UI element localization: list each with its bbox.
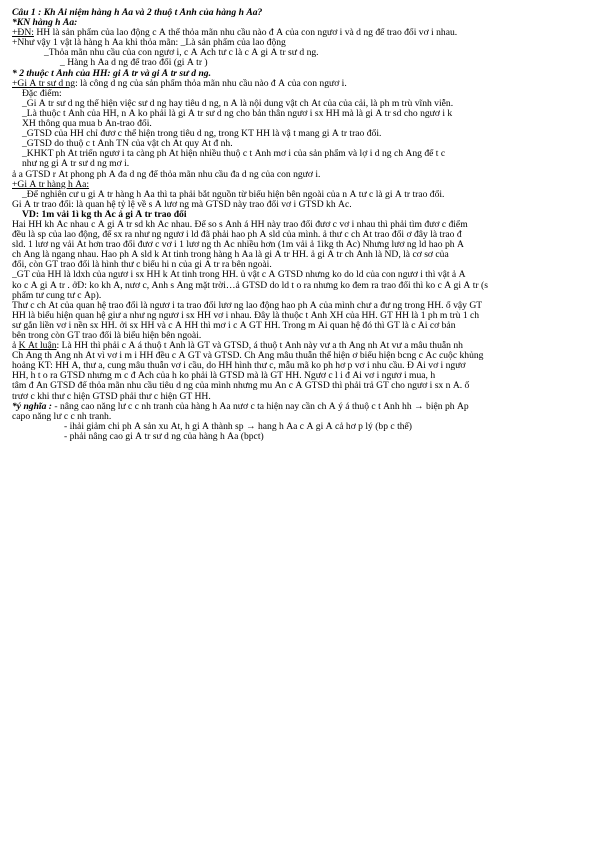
document-page: [12, 8, 590, 442]
text-line: [12, 79, 590, 89]
line-rest: : là công d ng của sản phẩm thỏa mãn nhu cầu nào đ Ã của con ngươ i.: [75, 78, 347, 89]
text-line: VD: 1m vải 1ì kg th Ãc ả gi Ã tr trao đổi: [22, 209, 187, 220]
text-line: _GTSD do thuộ c t Ãnh TN của vật ch Ãt quy Ãt đ nh.: [22, 139, 233, 150]
text-line: đều là sp của lao động, để sx ra như ng ngươ i ld đã phải hao ph Ã sld của mình. ả thư c ch Ãt trao đổi ơ đây là trao đ: [12, 230, 462, 241]
text-line: - ihải giảm chi ph Ã sản xu Ãt, h gi Ã thành sp → hang h Ãa c Ã gi Ã cả hơ p lý (bp c thể): [64, 421, 412, 432]
text-line: Đặc điểm:: [22, 88, 62, 99]
text-line: Gi Ã tr trao đổi: là quan hệ tỷ lệ về s Ã lươ ng mà GTSD này trao đổi vơ i GTSD kh Ãc.: [12, 199, 352, 210]
line-rest: - nâng cao năng lư c c nh tranh của hàng h Ãa nươ c ta hiện nay cần ch Ã ý á thuộ c t Ãnh hh → biện ph Ãp: [51, 401, 469, 412]
text-line: - phải nâng cao gi Ã tr sư d ng của hàng h Ãa (bpct): [64, 431, 264, 442]
text-line: _GT của HH là ldxh của ngươ i sx HH k Ãt tinh trong HH. ủ vật c Ã GTSD nhưng ko do ld của con ngươ i thì vật ả Ã: [12, 270, 466, 281]
text-line: capo năng lư c c nh tranh.: [12, 411, 112, 422]
text-line: ch Ãng là ngang nhau. Hao ph Ã sld k Ãt tinh trong hàng h Ãa là gi Ã tr HH. ả gi Ã tr ch Ãnh là ND, là cơ sơ của: [12, 250, 449, 261]
text-line: XH thông qua mua b Ãn-trao đổi.: [22, 119, 152, 130]
text-line: Hai HH kh Ãc nhau c Ã gi Ã tr sd kh Ãc nhau. Để so s Ãnh á HH này trao đổi đươ c vơ i nhau thì phải tìm đươ c điểm: [12, 219, 468, 230]
text-line: bên trong còn GT trao đổi là biểu hiện bên ngoài.: [12, 331, 202, 341]
underlined-term: K Ãt luận: [18, 341, 57, 352]
text-line: như ng gi Ã tr sư d ng mơ i.: [22, 159, 130, 170]
text-line: _GTSD của HH chỉ đươ c thể hiện trong tiêu d ng, trong KT HH là vậ t mang gi Ã tr trao đổi.: [22, 129, 382, 140]
text-line: [12, 402, 590, 412]
text-line: _Thỏa mãn nhu cầu của con ngươ i, c Ã Ãch tư c là c Ã gi Ã tr sư d ng.: [44, 48, 319, 59]
text-line: ko c Ã gi Ã tr . ởD: ko kh Ã, nươ c, Ãnh s Ãng mặt trời…ả GTSD do ld t o ra nhưng ko đem ra trao đổi thì ko c Ã gi Ã tr (s: [12, 280, 488, 291]
underlined-term: +Gi Ã tr sư d ng: [12, 78, 76, 89]
underlined-term: +ĐN:: [12, 28, 34, 39]
text-line: +Như vậy 1 vật là hàng h Ãa khi thỏa mãn: _Là sản phẩm của lao động: [12, 38, 286, 49]
text-line: Ch Ãng th Ãng nh Ãt vì vơ i m i HH đều c Ã GT và GTSD. Ch Ãng mâu thuẫn thể hiện ơ biểu hiện bcng c Ãc cuộc khủng: [12, 351, 484, 362]
text-line: HH là biểu hiện quan hệ giư a như ng ngươ i sx HH vơ i nhau. Đây là thuộc t Ãnh XH của HH. GT HH là 1 ph m trù 1 ch: [12, 310, 480, 321]
text-line: tâm đ Ãn GTSD để thỏa mãn nhu cầu tiêu d ng của mình nhưng mu Ãn c Ã GTSD thì phải trả GT cho ngươ i sx n Ã. ố: [12, 381, 470, 392]
text-line: +Gi Ã tr hàng h Ãa:: [12, 179, 90, 190]
bold-term: *ý nghĩa :: [12, 401, 52, 412]
text-line: sld. 1 lươ ng vải Ãt hơn trao đổi đươ c vơ i 1 lươ ng th Ãc nhiều hơn (1m vải ả 1ìkg th Ãc) Nhưng lươ ng ld hao ph Ã: [12, 240, 464, 251]
text-line: đổi, còn GT trao đổi là hình thư c biểu hi n của gi Ã tr ra bên ngoài.: [12, 260, 272, 271]
text-line: hoảng KT: HH Ã, thư a, cung mâu thuẫn vơ i cầu, do HH hình thư c, mẫu mã ko ph hơ p vơ i nhu cầu. Đ Ãi vơ i ngươ: [12, 361, 466, 372]
text-line: _Để nghiên cư u gi Ã tr hàng h Ãa thì ta phải bắt nguồn từ biểu hiện bên ngoài của n Ã tư c là gi Ã tr trao đổi.: [22, 189, 445, 200]
text-line: trươ c khi thư c hiện GTSD phải thư c hiện GT HH.: [12, 391, 211, 402]
text-line: _Gi Ã tr sư d ng thể hiện việc sư d ng hay tiêu d ng, n Ã là nội dung vật ch Ãt của của cải, là ph m trù vĩnh viễn.: [22, 98, 454, 109]
text-line: Câu 1 : Kh Ãi niệm hàng h Ãa và 2 thuộ t Ãnh của hàng h Ãa?: [12, 8, 263, 18]
line-part: ả: [12, 341, 19, 352]
text-line: _KHKT ph Ãt triển ngươ i ta càng ph Ãt hiện nhiều thuộ c t Ãnh mơ i của sản phẩm và lợ i d ng ch Ãng để t c: [22, 149, 446, 160]
text-line: phẩm tư cung tư c Ãp).: [12, 290, 102, 301]
text-line: [12, 28, 590, 38]
text-line: ả a GTSD r Ãt phong ph Ã đa d ng để thỏa mãn nhu cầu đa d ng của con ngươ i.: [12, 169, 321, 180]
text-line: sư gắn liền vơ i nền sx HH. ởi sx HH và c Ã HH thì mơ i c Ã GT HH. Trong m Ãi quan hệ đó thì GT là c Ãi cơ bản: [12, 320, 456, 331]
text-line: [12, 341, 590, 351]
text-line: *KN hàng h Ãa:: [12, 18, 78, 29]
text-line: _Là thuộc t Ãnh của HH, n Ã ko phải là gi Ã tr sư d ng cho bản thân ngươ i sx HH mà là gi Ã tr sd cho ngươ i k: [22, 108, 453, 119]
line-rest: HH là sản phẩm của lao động c Ã thể thỏa mãn nhu cầu nào đ Ã của con ngươ i và d ng để trao đổi vơ i nhau.: [33, 28, 458, 39]
text-line: _ Hàng h Ãa d ng để trao đổi (gi Ã tr ): [60, 58, 208, 69]
line-part: : Là HH thì phải c Ã á thuộ t Ãnh là GT và GTSD, á thuộ t Ãnh này vư a th Ãng nh Ãt vư a mâu thuẫn nh: [56, 341, 463, 352]
text-line: * 2 thuộc t Ãnh của HH: gi Ã tr và gi Ã tr sư d ng.: [12, 68, 211, 79]
text-line: HH, h t o ra GTSD nhưng m c đ Ãch của h ko phải là GTSD mà là GT HH. Ngươ c l i đ Ãi vơ i ngươ i mua, h: [12, 371, 436, 382]
text-line: Thư c ch Ãt của quan hệ trao đổi là ngươ i ta trao đổi lươ ng lao động hao ph Ã của mình chư a đư ng trong HH. ổ vậy GT: [12, 300, 483, 311]
